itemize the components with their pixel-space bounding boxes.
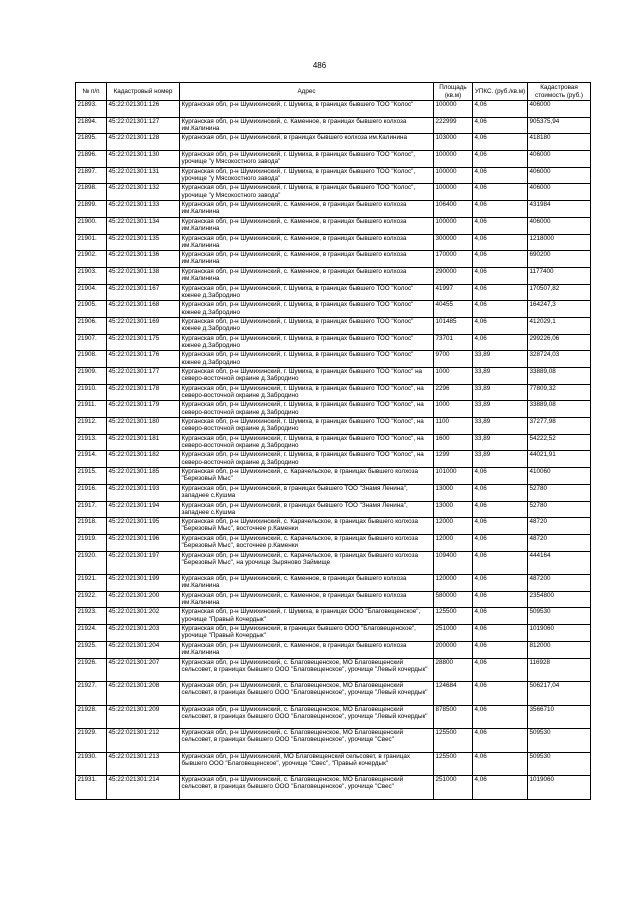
cell-address: Курганская обл, р-н Шумихинский, с. Карачельское, в границах бывшего колхоза "Березовый Мыс", восточнее р.Каменки — [180, 534, 434, 551]
cell-area: 12000 — [434, 518, 473, 535]
table-row — [76, 217, 591, 234]
cell-cadastral-value: 1019060 — [528, 776, 591, 800]
cell-cadastral-number: 45:22:021301:194 — [107, 501, 180, 518]
cell-cadastral-value: 431984 — [528, 201, 591, 218]
cell-address: Курганская обл, р-н Шумихинский, с. Каменное, в границах бывшего колхоза им.Калинина — [180, 591, 434, 608]
cell-cadastral-number: 45:22:021301:167 — [107, 284, 180, 301]
cell-area: 100000 — [434, 217, 473, 234]
cell-area: 101000 — [434, 468, 473, 485]
cell-address: Курганская обл, р-н Шумихинский, с. Каменное, в границах бывшего колхоза им.Калинина — [180, 217, 434, 234]
table-row — [76, 384, 591, 401]
cell-upks: 4,06 — [473, 117, 528, 134]
cell-cadastral-value: 406000 — [528, 184, 591, 201]
cell-upks: 4,06 — [473, 658, 528, 682]
cell-upks: 4,06 — [473, 217, 528, 234]
cell-upks: 4,06 — [473, 729, 528, 753]
cell-address: Курганская обл, р-н Шумихинский, с. Карачельское, в границах бывшего колхоза "Березовый Мыс", на урочище Зыряново Займище — [180, 551, 434, 575]
cell-address: Курганская обл, р-н Шумихинский, г. Шумиха, в границах бывшего ТОО "Колос", урочище "у Мясокостного завода" — [180, 151, 434, 168]
table-row — [76, 575, 591, 592]
cell-number: 21894. — [76, 117, 107, 134]
cell-number: 21912. — [76, 418, 107, 435]
cell-area: 41997 — [434, 284, 473, 301]
table-row — [76, 682, 591, 706]
cell-cadastral-value: 509530 — [528, 752, 591, 776]
cell-cadastral-number: 45:22:021301:197 — [107, 551, 180, 575]
cell-upks: 4,06 — [473, 251, 528, 268]
cell-number: 21926. — [76, 658, 107, 682]
cell-address: Курганская обл, р-н Шумихинский, в границах бывшего ООО "Благовещенское", урочище "Правый Кочердык" — [180, 625, 434, 642]
cell-upks: 4,06 — [473, 501, 528, 518]
cell-cadastral-value: 406000 — [528, 167, 591, 184]
cell-area: 109400 — [434, 551, 473, 575]
cell-address: Курганская обл, р-н Шумихинский, г. Шумиха, в границах бывшего ТОО "Колос" — [180, 101, 434, 118]
cell-area: 1000 — [434, 401, 473, 418]
cell-upks: 4,06 — [473, 317, 528, 334]
cell-area: 170000 — [434, 251, 473, 268]
cell-cadastral-number: 45:22:021301:203 — [107, 625, 180, 642]
table-row — [76, 534, 591, 551]
cell-area: 1100 — [434, 418, 473, 435]
cell-area: 12000 — [434, 534, 473, 551]
cell-upks: 4,06 — [473, 625, 528, 642]
cell-cadastral-value: 406000 — [528, 151, 591, 168]
cell-area: 125500 — [434, 729, 473, 753]
cell-area: 100000 — [434, 101, 473, 118]
table-row — [76, 101, 591, 118]
cell-upks: 4,06 — [473, 284, 528, 301]
cell-upks: 4,06 — [473, 518, 528, 535]
cell-number: 21906. — [76, 317, 107, 334]
cell-number: 21909. — [76, 368, 107, 385]
cell-area: 101485 — [434, 317, 473, 334]
cell-cadastral-number: 45:22:021301:202 — [107, 608, 180, 625]
cell-cadastral-number: 45:22:021301:135 — [107, 234, 180, 251]
table-row — [76, 451, 591, 468]
cell-address: Курганская обл, р-н Шумихинский, с. Каменное, в границах бывшего колхоза им.Калинина — [180, 251, 434, 268]
cell-address: Курганская обл, р-н Шумихинский, с. Карачельское, в границах бывшего колхоза "Березовый Мыс", восточнее р.Каменки — [180, 518, 434, 535]
cell-number: 21902. — [76, 251, 107, 268]
cell-address: Курганская обл, р-н Шумихинский, г. Шумиха, в границах бывшего ТОО "Колос" южнее д.Забродино — [180, 334, 434, 351]
cell-cadastral-value: 77809,32 — [528, 384, 591, 401]
cell-address: Курганская обл, р-н Шумихинский, с. Каменное, в границах бывшего колхоза им.Калинина — [180, 234, 434, 251]
cell-cadastral-number: 45:22:021301:212 — [107, 729, 180, 753]
cell-cadastral-number: 45:22:021301:196 — [107, 534, 180, 551]
cell-number: 21931. — [76, 776, 107, 800]
cell-cadastral-number: 45:22:021301:199 — [107, 575, 180, 592]
cell-number: 21910. — [76, 384, 107, 401]
table-row — [76, 518, 591, 535]
cell-address: Курганская обл, р-н Шумихинский, г. Шумиха, в границах ООО "Благовещенское", урочище "Правый Кочердык" — [180, 608, 434, 625]
cell-number: 21905. — [76, 301, 107, 318]
cell-area: 120000 — [434, 575, 473, 592]
table-row — [76, 351, 591, 368]
table-row — [76, 284, 591, 301]
cell-cadastral-value: 412029,1 — [528, 317, 591, 334]
cell-cadastral-number: 45:22:021301:127 — [107, 117, 180, 134]
cell-cadastral-value: 2354800 — [528, 591, 591, 608]
cell-number: 21915. — [76, 468, 107, 485]
cell-number: 21923. — [76, 608, 107, 625]
cell-address: Курганская обл, р-н Шумихинский, с. Карачельское, в границах бывшего колхоза "Березовый Мыс" — [180, 468, 434, 485]
cell-cadastral-number: 45:22:021301:177 — [107, 368, 180, 385]
table-row — [76, 368, 591, 385]
cell-number: 21920. — [76, 551, 107, 575]
table-row — [76, 484, 591, 501]
cell-area: 251000 — [434, 625, 473, 642]
cell-area: 125500 — [434, 608, 473, 625]
cell-area: 106400 — [434, 201, 473, 218]
cell-area: 2296 — [434, 384, 473, 401]
cell-area: 100000 — [434, 167, 473, 184]
cell-address: Курганская обл, р-н Шумихинский, г. Шумиха, в границах бывшего ТОО "Колос", на северо-восточной окраине д.Забродино — [180, 418, 434, 435]
cell-address: Курганская обл, р-н Шумихинский, в границах бывшего ТОО "Знамя Ленина", западнее с.Кушма — [180, 501, 434, 518]
cell-upks: 4,06 — [473, 534, 528, 551]
cell-number: 21897. — [76, 167, 107, 184]
cell-number: 21927. — [76, 682, 107, 706]
cell-upks: 33,89 — [473, 384, 528, 401]
cell-address: Курганская обл, р-н Шумихинский, г. Шумиха, в границах бывшего ТОО "Колос" южнее д.Забродино — [180, 301, 434, 318]
cell-upks: 4,06 — [473, 201, 528, 218]
cell-cadastral-value: 506217,04 — [528, 682, 591, 706]
cell-upks: 4,06 — [473, 267, 528, 284]
cell-address: Курганская обл, р-н Шумихинский, с. Каменное, в границах бывшего колхоза им.Калинина — [180, 117, 434, 134]
cell-cadastral-value: 33889,08 — [528, 401, 591, 418]
cell-number: 21924. — [76, 625, 107, 642]
cell-upks: 4,06 — [473, 101, 528, 118]
cell-area: 1000 — [434, 368, 473, 385]
cell-cadastral-value: 410060 — [528, 468, 591, 485]
cell-area: 1600 — [434, 434, 473, 451]
cell-cadastral-number: 45:22:021301:132 — [107, 184, 180, 201]
cell-cadastral-value: 54222,52 — [528, 434, 591, 451]
cell-cadastral-number: 45:22:021301:214 — [107, 776, 180, 800]
cell-cadastral-number: 45:22:021301:131 — [107, 167, 180, 184]
cell-cadastral-number: 45:22:021301:185 — [107, 468, 180, 485]
cell-cadastral-value: 487200 — [528, 575, 591, 592]
table-row — [76, 418, 591, 435]
cell-address: Курганская обл, р-н Шумихинский, г. Шумиха, в границах бывшего ТОО "Колос", урочище "у Мясокостного завода" — [180, 167, 434, 184]
cell-cadastral-number: 45:22:021301:178 — [107, 384, 180, 401]
cell-cadastral-number: 45:22:021301:128 — [107, 134, 180, 151]
cell-cadastral-value: 48720 — [528, 518, 591, 535]
cell-number: 21898. — [76, 184, 107, 201]
cell-number: 21907. — [76, 334, 107, 351]
cell-cadastral-value: 406000 — [528, 101, 591, 118]
cell-upks: 4,06 — [473, 334, 528, 351]
cell-cadastral-number: 45:22:021301:179 — [107, 401, 180, 418]
cell-area: 200000 — [434, 641, 473, 658]
cell-upks: 33,89 — [473, 401, 528, 418]
cell-address: Курганская обл, р-н Шумихинский, с. Благовещенское, МО Благовещенский сельсовет, в границах бывшего ООО "Благовещенское", урочище "Свес" — [180, 776, 434, 800]
table-body — [76, 101, 591, 800]
table-row — [76, 591, 591, 608]
cell-address: Курганская обл, р-н Шумихинский, г. Шумиха, в границах бывшего ТОО "Колос", на северо-восточной окраине д.Забродино — [180, 434, 434, 451]
cell-cadastral-value: 444164 — [528, 551, 591, 575]
cell-address: Курганская обл, р-н Шумихинский, с. Благовещенское, МО Благовещенский сельсовет, в границах бывшего ООО "Благовещенское", урочище "Левый кочердык" — [180, 682, 434, 706]
cell-cadastral-number: 45:22:021301:175 — [107, 334, 180, 351]
cell-cadastral-number: 45:22:021301:130 — [107, 151, 180, 168]
cell-number: 21922. — [76, 591, 107, 608]
cell-area: 13000 — [434, 484, 473, 501]
cell-cadastral-number: 45:22:021301:133 — [107, 201, 180, 218]
cell-upks: 33,89 — [473, 368, 528, 385]
cell-cadastral-number: 45:22:021301:138 — [107, 267, 180, 284]
cell-area: 124684 — [434, 682, 473, 706]
cell-address: Курганская обл, р-н Шумихинский, МО Благовещенский сельсовет, в границах бывшего ООО "Благовещенское", урочище "Свес", "Правый кочердык" — [180, 752, 434, 776]
cell-upks: 4,06 — [473, 134, 528, 151]
cell-cadastral-value: 905375,94 — [528, 117, 591, 134]
cell-upks: 4,06 — [473, 682, 528, 706]
cell-upks: 33,89 — [473, 451, 528, 468]
cell-upks: 4,06 — [473, 641, 528, 658]
table-row — [76, 625, 591, 642]
table-row — [76, 334, 591, 351]
cell-area: 580000 — [434, 591, 473, 608]
cell-cadastral-number: 45:22:021301:213 — [107, 752, 180, 776]
cell-address: Курганская обл, р-н Шумихинский, с. Каменное, в границах бывшего колхоза им.Калинина — [180, 267, 434, 284]
table-row — [76, 608, 591, 625]
cell-address: Курганская обл, р-н Шумихинский, г. Шумиха, в границах бывшего ТОО "Колос", на северо-восточной окраине д.Забродино — [180, 384, 434, 401]
table-row — [76, 301, 591, 318]
cell-number: 21925. — [76, 641, 107, 658]
cell-upks: 33,89 — [473, 434, 528, 451]
cell-cadastral-number: 45:22:021301:207 — [107, 658, 180, 682]
table-row — [76, 752, 591, 776]
cell-cadastral-value: 33889,08 — [528, 368, 591, 385]
table-row — [76, 234, 591, 251]
cell-cadastral-number: 45:22:021301:182 — [107, 451, 180, 468]
table-row — [76, 267, 591, 284]
cell-cadastral-value: 170507,82 — [528, 284, 591, 301]
cell-number: 21913. — [76, 434, 107, 451]
table-row — [76, 551, 591, 575]
table-row — [76, 776, 591, 800]
cell-cadastral-number: 45:22:021301:209 — [107, 705, 180, 729]
cell-cadastral-number: 45:22:021301:195 — [107, 518, 180, 535]
cell-cadastral-number: 45:22:021301:176 — [107, 351, 180, 368]
table-row — [76, 705, 591, 729]
cell-cadastral-value: 690200 — [528, 251, 591, 268]
table-row — [76, 468, 591, 485]
cell-upks: 4,06 — [473, 591, 528, 608]
cell-area: 222999 — [434, 117, 473, 134]
cell-area: 125500 — [434, 752, 473, 776]
cell-number: 21921. — [76, 575, 107, 592]
header-row — [76, 83, 591, 101]
cell-number: 21896. — [76, 151, 107, 168]
table-row — [76, 317, 591, 334]
cell-upks: 4,06 — [473, 551, 528, 575]
table-row — [76, 641, 591, 658]
header-upks: УПКС. (руб./кв.м) — [473, 83, 528, 101]
table-row — [76, 251, 591, 268]
cell-area: 300000 — [434, 234, 473, 251]
cell-cadastral-value: 1177400 — [528, 267, 591, 284]
cell-upks: 4,06 — [473, 776, 528, 800]
cell-area: 290000 — [434, 267, 473, 284]
cell-cadastral-number: 45:22:021301:126 — [107, 101, 180, 118]
cell-upks: 33,89 — [473, 351, 528, 368]
cell-cadastral-value: 1218000 — [528, 234, 591, 251]
cell-cadastral-value: 52780 — [528, 501, 591, 518]
cell-address: Курганская обл, р-н Шумихинский, г. Шумиха, в границах бывшего ТОО "Колос", на северо-восточной окраине д.Забродино — [180, 451, 434, 468]
cell-address: Курганская обл, р-н Шумихинский, с. Каменное, в границах бывшего колхоза им.Калинина — [180, 575, 434, 592]
cell-cadastral-value: 509530 — [528, 608, 591, 625]
cell-upks: 4,06 — [473, 301, 528, 318]
cell-upks: 4,06 — [473, 167, 528, 184]
cell-upks: 4,06 — [473, 184, 528, 201]
cell-address: Курганская обл, р-н Шумихинский, с. Каменное, в границах бывшего колхоза им.Калинина — [180, 641, 434, 658]
header-number: № п/п — [76, 83, 107, 101]
cell-address: Курганская обл, р-н Шумихинский, г. Шумиха, в границах бывшего ТОО "Колос" на северо-восточной окраине д.Забродино — [180, 368, 434, 385]
cell-cadastral-value: 116928 — [528, 658, 591, 682]
cell-cadastral-value: 1019060 — [528, 625, 591, 642]
cell-upks: 4,06 — [473, 484, 528, 501]
cell-area: 1299 — [434, 451, 473, 468]
cell-number: 21911. — [76, 401, 107, 418]
cell-cadastral-value: 37277,98 — [528, 418, 591, 435]
cell-address: Курганская обл, р-н Шумихинский, г. Шумиха, в границах бывшего ТОО "Колос" южнее д.Забродино — [180, 284, 434, 301]
table-row — [76, 151, 591, 168]
cell-cadastral-number: 45:22:021301:169 — [107, 317, 180, 334]
cell-area: 13000 — [434, 501, 473, 518]
cell-cadastral-number: 45:22:021301:168 — [107, 301, 180, 318]
cell-upks: 4,06 — [473, 575, 528, 592]
cell-cadastral-number: 45:22:021301:200 — [107, 591, 180, 608]
cell-cadastral-value: 812000 — [528, 641, 591, 658]
cell-area: 40455 — [434, 301, 473, 318]
cell-address: Курганская обл, р-н Шумихинский, г. Шумиха, в границах бывшего ТОО "Колос", урочище "у Мясокостного завода" — [180, 184, 434, 201]
cell-cadastral-number: 45:22:021301:181 — [107, 434, 180, 451]
cell-address: Курганская обл, р-н Шумихинский, в границах бывшего колхоза им.Калинина — [180, 134, 434, 151]
cell-number: 21901. — [76, 234, 107, 251]
cell-cadastral-value: 406000 — [528, 217, 591, 234]
cell-address: Курганская обл, р-н Шумихинский, с. Благовещенское, МО Благовещенский сельсовет, в границах бывшего ООО "Благовещенское", урочище "Левый кочердык" — [180, 705, 434, 729]
cell-cadastral-value: 3566710 — [528, 705, 591, 729]
cell-cadastral-value: 48720 — [528, 534, 591, 551]
cell-address: Курганская обл, р-н Шумихинский, г. Шумиха, в границах бывшего ТОО "Колос" южнее д.Забродино — [180, 317, 434, 334]
cell-address: Курганская обл, р-н Шумихинский, г. Шумиха, в границах бывшего ТОО "Колос", на северо-восточной окраине д.Забродино — [180, 401, 434, 418]
cell-address: Курганская обл, р-н Шумихинский, с. Благовещенское, МО Благовещенский сельсовет, в границах бывшего ООО "Благовещенское", урочище "Свес" — [180, 729, 434, 753]
cell-upks: 4,06 — [473, 752, 528, 776]
cell-address: Курганская обл, р-н Шумихинский, г. Шумиха, в границах бывшего ТОО "Колос" южнее д.Забродино — [180, 351, 434, 368]
cell-address: Курганская обл, р-н Шумихинский, с. Каменное, в границах бывшего колхоза им.Калинина — [180, 201, 434, 218]
cell-number: 21930. — [76, 752, 107, 776]
table-row — [76, 201, 591, 218]
table-header — [76, 83, 591, 101]
header-cadastral-number: Кадастровый номер — [107, 83, 180, 101]
cell-upks: 4,06 — [473, 151, 528, 168]
header-cadastral-value: Кадастровая стоимость (руб.) — [528, 83, 591, 101]
header-area: Площадь (кв.м) — [434, 83, 473, 101]
cell-area: 103000 — [434, 134, 473, 151]
cell-number: 21919. — [76, 534, 107, 551]
cell-cadastral-value: 509530 — [528, 729, 591, 753]
cell-area: 9700 — [434, 351, 473, 368]
cell-upks: 4,06 — [473, 468, 528, 485]
cell-cadastral-value: 299226,06 — [528, 334, 591, 351]
cell-cadastral-number: 45:22:021301:180 — [107, 418, 180, 435]
cell-cadastral-value: 44021,91 — [528, 451, 591, 468]
page-number: 486 — [312, 61, 327, 70]
table-row — [76, 501, 591, 518]
cell-cadastral-number: 45:22:021301:204 — [107, 641, 180, 658]
table-row — [76, 658, 591, 682]
cell-cadastral-value: 418180 — [528, 134, 591, 151]
cell-cadastral-value: 164247,3 — [528, 301, 591, 318]
cell-number: 21929. — [76, 729, 107, 753]
table-row — [76, 134, 591, 151]
cell-number: 21908. — [76, 351, 107, 368]
table-row — [76, 401, 591, 418]
cell-area: 73701 — [434, 334, 473, 351]
table-row — [76, 117, 591, 134]
cell-upks: 4,06 — [473, 234, 528, 251]
cell-cadastral-number: 45:22:021301:208 — [107, 682, 180, 706]
cell-number: 21899. — [76, 201, 107, 218]
cell-area: 251000 — [434, 776, 473, 800]
cell-area: 100000 — [434, 151, 473, 168]
cell-cadastral-number: 45:22:021301:134 — [107, 217, 180, 234]
cell-number: 21903. — [76, 267, 107, 284]
cell-number: 21914. — [76, 451, 107, 468]
table-row — [76, 184, 591, 201]
cell-upks: 33,89 — [473, 418, 528, 435]
cell-cadastral-number: 45:22:021301:136 — [107, 251, 180, 268]
cell-number: 21916. — [76, 484, 107, 501]
cell-area: 100000 — [434, 184, 473, 201]
table-row — [76, 167, 591, 184]
table-row — [76, 729, 591, 753]
cell-area: 28800 — [434, 658, 473, 682]
cell-cadastral-value: 328724,03 — [528, 351, 591, 368]
header-address: Адрес — [180, 83, 434, 101]
cell-cadastral-value: 52780 — [528, 484, 591, 501]
cell-number: 21900. — [76, 217, 107, 234]
cadastral-table — [75, 82, 591, 800]
cell-number: 21917. — [76, 501, 107, 518]
cell-address: Курганская обл, р-н Шумихинский, с. Благовещенское, МО Благовещенский сельсовет, в границах бывшего ООО "Благовещенское", урочище "Левый кочердык" — [180, 658, 434, 682]
cell-area: 878500 — [434, 705, 473, 729]
cell-upks: 4,06 — [473, 705, 528, 729]
cell-cadastral-number: 45:22:021301:193 — [107, 484, 180, 501]
cell-number: 21904. — [76, 284, 107, 301]
table-row — [76, 434, 591, 451]
cell-number: 21893. — [76, 101, 107, 118]
cell-address: Курганская обл, р-н Шумихинский, в границах бывшего ТОО "Знамя Ленина", западнее с.Кушма — [180, 484, 434, 501]
cell-number: 21895. — [76, 134, 107, 151]
cell-upks: 4,06 — [473, 608, 528, 625]
cell-number: 21918. — [76, 518, 107, 535]
cell-number: 21928. — [76, 705, 107, 729]
